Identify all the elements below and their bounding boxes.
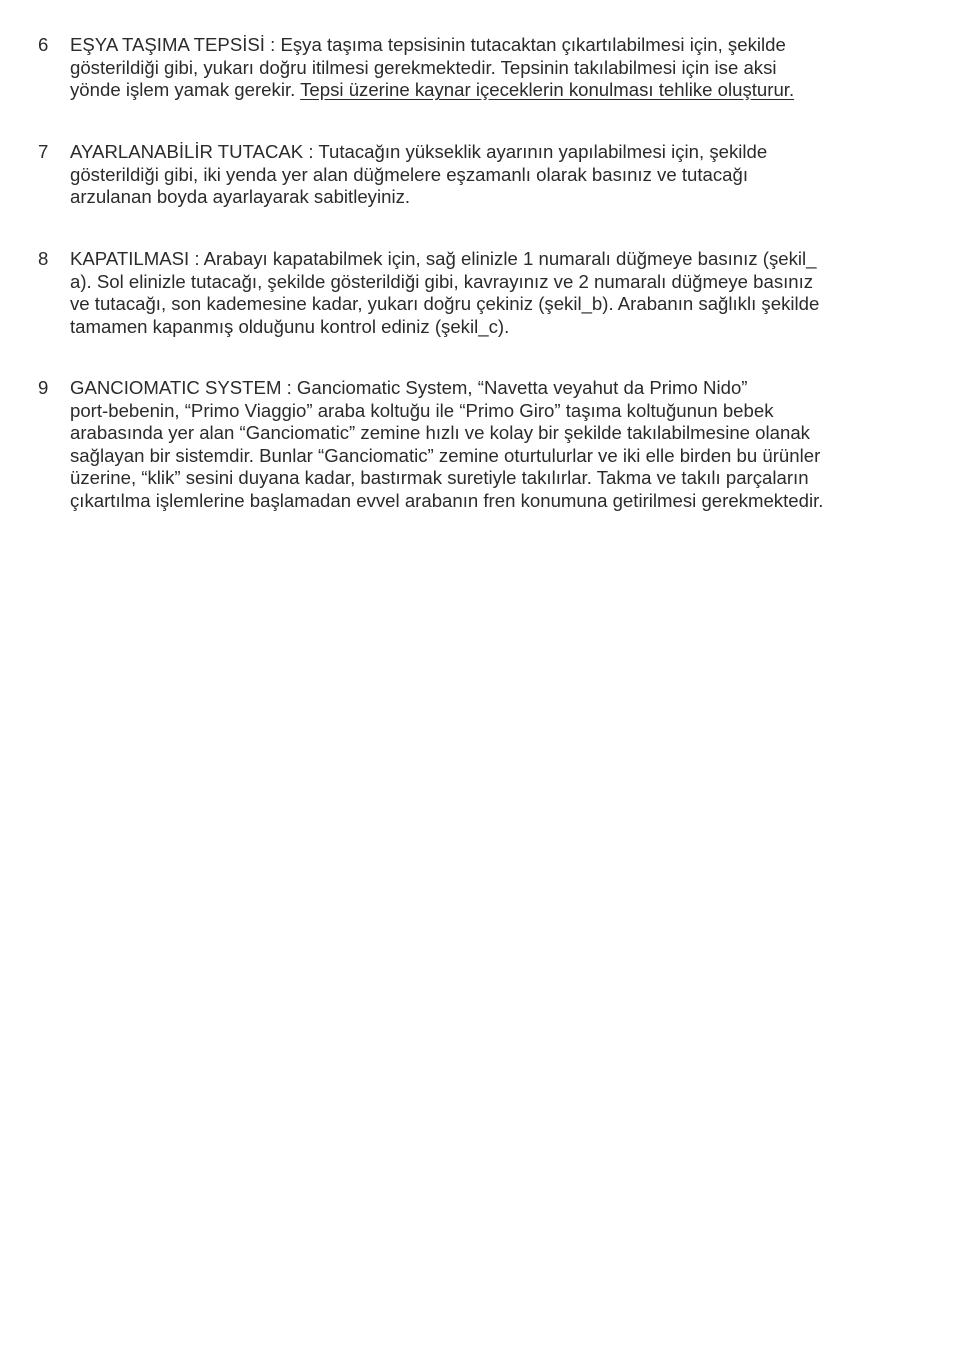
text-line: üzerine, “klik” sesini duyana kadar, bastırmak suretiyle takılırlar. Takma ve takılı parçaların [70,467,809,489]
text-line: gösterildiği gibi, iki yenda yer alan düğmelere eşzamanlı olarak basınız ve tutacağı [70,163,749,185]
item-number: 6 [38,34,49,55]
text-fragment: yönde işlem yamak gerekir. [70,79,301,101]
text-line: gösterildiği gibi, yukarı doğru itilmesi gerekmektedir. Tepsinin takılabilmesi için ise aksi [70,56,777,78]
hot-drink-warning: Tepsi üzerine kaynar içeceklerin konulması tehlike oluşturur. [300,79,795,101]
text-line: arzulanan boyda ayarlayarak sabitleyiniz. [70,186,411,208]
text-line: sağlayan bir sistemdir. Bunlar “Ganciomatic” zemine oturtulurlar ve iki elle birden bu ürünler [70,444,821,466]
text-line: tamamen kapanmış olduğunu kontrol ediniz (şekil_c). [70,315,510,337]
item-text [70,34,918,102]
text-line: arabasında yer alan “Ganciomatic” zemine hızlı ve kolay bir şekilde takılabilmesine olanak [70,422,810,444]
text-line: AYARLANABİLİR TUTACAK : Tutacağın yükseklik ayarının yapılabilmesi için, şekilde [70,141,768,162]
text-line: port-bebenin, “Primo Viaggio” araba koltuğu ile “Primo Giro” taşıma koltuğunun bebek [70,399,774,421]
text-line: çıkartılma işlemlerine başlamadan evvel arabanın fren konumuna getirilmesi gerekmektedir. [70,489,824,511]
item-number: 7 [38,141,49,162]
item-text [70,141,918,209]
item-number: 9 [38,377,49,398]
text-line: EŞYA TAŞIMA TEPSİSİ : Eşya taşıma tepsisinin tutacaktan çıkartılabilmesi için, şekilde [70,34,786,55]
item-number: 8 [38,248,49,269]
text-line: GANCIOMATIC SYSTEM : Ganciomatic System, “Navetta veyahut da Primo Nido” [70,377,748,398]
text-line: a). Sol elinizle tutacağı, şekilde gösterildiği gibi, kavrayınız ve 2 numaralı düğmeye basınız [70,270,814,292]
text-line: ve tutacağı, son kademesine kadar, yukarı doğru çekiniz (şekil_b). Arabanın sağlıklı şekilde [70,293,820,315]
text-line: KAPATILMASI : Arabayı kapatabilmek için, sağ elinizle 1 numaralı düğmeye basınız (şekil_ [70,248,817,269]
item-text [70,377,918,513]
item-text [70,248,918,338]
text-line-with-warning [70,79,918,102]
